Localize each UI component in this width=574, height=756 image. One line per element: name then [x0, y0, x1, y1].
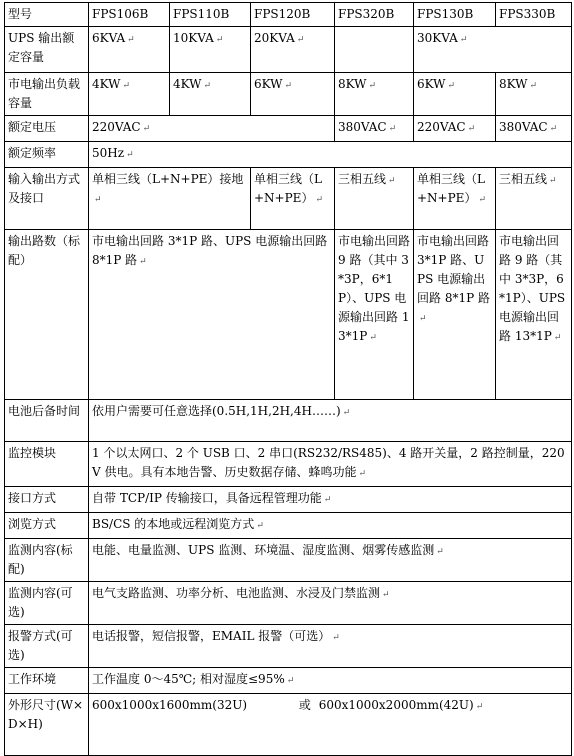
return-mark-icon: ↵: [215, 35, 224, 45]
ups-capacity-130: 30KVA: [417, 31, 458, 45]
model-fps320b: FPS320B: [335, 3, 414, 27]
row-ups-capacity: [5, 27, 572, 73]
label-ups-capacity: UPS 输出额定容量: [5, 27, 89, 73]
row-outputs: [5, 230, 572, 400]
return-mark-icon: ↵: [467, 124, 476, 134]
io-mode-a: 单相三线（L+N+PE）接地: [92, 172, 244, 186]
return-mark-icon: ↵: [529, 81, 538, 91]
label-outputs: 输出路数（标配）: [5, 230, 89, 400]
return-mark-icon: ↵: [315, 195, 323, 205]
return-mark-icon: ↵: [459, 35, 468, 45]
return-mark-icon: ↵: [142, 124, 151, 134]
model-fps120b: FPS120B: [251, 3, 335, 27]
label-model: 型号: [5, 3, 89, 27]
model-fps130b: FPS130B: [414, 3, 496, 27]
dimensions-32u: 600x1000x1600mm(32U): [92, 698, 248, 712]
label-voltage: 额定电压: [5, 116, 89, 142]
alarm-value: 电话报警，短信报警，EMAIL 报警（可选）: [92, 629, 331, 643]
return-mark-icon: ↵: [447, 81, 456, 91]
return-mark-icon: ↵: [436, 547, 444, 557]
label-battery: 电池后备时间: [5, 400, 89, 442]
label-alarm: 报警方式(可选): [5, 625, 89, 668]
row-monitor-module: [5, 442, 572, 487]
model-fps110b: FPS110B: [170, 3, 251, 27]
voltage-three-phase: 380VAC: [338, 120, 387, 134]
return-mark-icon: ↵: [323, 495, 332, 505]
return-mark-icon: ↵: [382, 590, 390, 600]
return-mark-icon: ↵: [388, 124, 397, 134]
voltage-single-phase: 220VAC: [92, 120, 141, 134]
dimensions-42u: 600x1000x2000mm(42U): [318, 698, 474, 712]
return-mark-icon: ↵: [94, 195, 102, 205]
return-mark-icon: ↵: [122, 81, 131, 91]
io-mode-e: 三相五线: [499, 172, 548, 186]
mains-load-106: 4KW: [92, 77, 121, 91]
ups-capacity-120: 20KVA: [254, 31, 295, 45]
return-mark-icon: ↵: [369, 333, 377, 343]
io-mode-d: 单相三线（L+N+PE）: [417, 172, 485, 205]
return-mark-icon: ↵: [478, 195, 486, 205]
mains-load-120: 6KW: [254, 77, 283, 91]
mains-load-330: 8KW: [499, 77, 528, 91]
return-mark-icon: ↵: [475, 702, 484, 712]
outputs-a: 市电输出回路 3*1P 路、UPS 电源输出回路 8*1P 路: [92, 234, 328, 267]
row-mains-load: [5, 73, 572, 116]
row-interface: [5, 487, 572, 513]
label-dimensions: 外形尺寸(W×D×H): [5, 694, 89, 756]
ups-capacity-320: [335, 27, 414, 73]
outputs-b: 市电输出回路 9 路（其中 3*3P，6*1P）、UPS 电源输出回路 13*1P: [338, 234, 411, 343]
spec-table: [4, 2, 572, 756]
row-alarm: [5, 625, 572, 668]
return-mark-icon: ↵: [126, 150, 134, 160]
monitor-standard-value: 电能、电量监测、UPS 监测、环境温、湿度监测、烟雾传感监测: [92, 543, 435, 557]
label-mains-load: 市电输出负载容量: [5, 73, 89, 116]
ups-capacity-106: 6KVA: [92, 31, 126, 45]
return-mark-icon: ↵: [139, 257, 147, 267]
model-fps330b: FPS330B: [496, 3, 572, 27]
return-mark-icon: ↵: [127, 35, 135, 45]
return-mark-icon: ↵: [549, 124, 558, 134]
return-mark-icon: ↵: [419, 314, 427, 324]
label-interface: 接口方式: [5, 487, 89, 513]
return-mark-icon: ↵: [368, 81, 377, 91]
label-io-mode: 输入输出方式及接口: [5, 168, 89, 230]
return-mark-icon: ↵: [256, 521, 264, 531]
row-frequency: [5, 142, 572, 168]
row-dimensions: [5, 694, 572, 756]
monitor-module-value: 1 个以太网口、2 个 USB 口、2 串口(RS232/RS485)、4 路开关量，2 路控制量，220V 供电。具有本地告警、历史数据存储、蜂鸣功能: [92, 446, 565, 479]
return-mark-icon: ↵: [358, 469, 367, 479]
voltage-single-phase-130: 220VAC: [417, 120, 466, 134]
label-frequency: 额定频率: [5, 142, 89, 168]
row-voltage: [5, 116, 572, 142]
battery-value: 依用户需要可任意选择(0.5H,1H,2H,4H……): [92, 404, 341, 418]
return-mark-icon: ↵: [296, 35, 305, 45]
mains-load-110: 4KW: [173, 77, 202, 91]
return-mark-icon: ↵: [388, 176, 396, 186]
io-mode-b: 单相三线（L+N+PE）: [254, 172, 322, 205]
model-fps106b: FPS106B: [89, 3, 170, 27]
environment-value: 工作温度 0～45℃; 相对湿度≤95%: [92, 672, 285, 686]
mains-load-130: 6KW: [417, 77, 446, 91]
ups-capacity-110: 10KVA: [173, 31, 214, 45]
monitor-optional-value: 电气支路监测、功率分析、电池监测、水浸及门禁监测: [92, 586, 381, 600]
row-monitor-standard: [5, 539, 572, 582]
return-mark-icon: ↵: [553, 333, 562, 343]
label-browse: 浏览方式: [5, 513, 89, 539]
row-browse: [5, 513, 572, 539]
frequency-value: 50Hz: [92, 146, 125, 160]
outputs-d: 市电输出回路 9 路（其中 3*3P，6*1P）、UPS 电源输出回路 13*1P: [499, 234, 566, 343]
return-mark-icon: ↵: [549, 176, 557, 186]
mains-load-320: 8KW: [338, 77, 367, 91]
row-battery: [5, 400, 572, 442]
return-mark-icon: ↵: [286, 676, 295, 686]
return-mark-icon: ↵: [332, 633, 340, 643]
row-environment: [5, 668, 572, 694]
label-environment: 工作环境: [5, 668, 89, 694]
row-model: [5, 3, 572, 27]
return-mark-icon: ↵: [342, 408, 351, 418]
return-mark-icon: ↵: [284, 81, 293, 91]
voltage-three-phase-330: 380VAC: [499, 120, 548, 134]
label-monitor-module: 监控模块: [5, 442, 89, 487]
dimensions-or: 或: [298, 698, 311, 712]
row-io-mode: [5, 168, 572, 230]
label-monitor-optional: 监测内容(可选): [5, 582, 89, 625]
label-monitor-standard: 监测内容(标配): [5, 539, 89, 582]
row-monitor-optional: [5, 582, 572, 625]
interface-value: 自带 TCP/IP 传输接口，具备远程管理功能: [92, 491, 322, 505]
return-mark-icon: ↵: [203, 81, 212, 91]
io-mode-c: 三相五线: [338, 172, 387, 186]
browse-value: BS/CS 的本地或远程浏览方式: [92, 517, 255, 531]
outputs-c: 市电输出回路 3*1P 路、UPS 电源输出回路 8*1P 路: [417, 234, 490, 305]
